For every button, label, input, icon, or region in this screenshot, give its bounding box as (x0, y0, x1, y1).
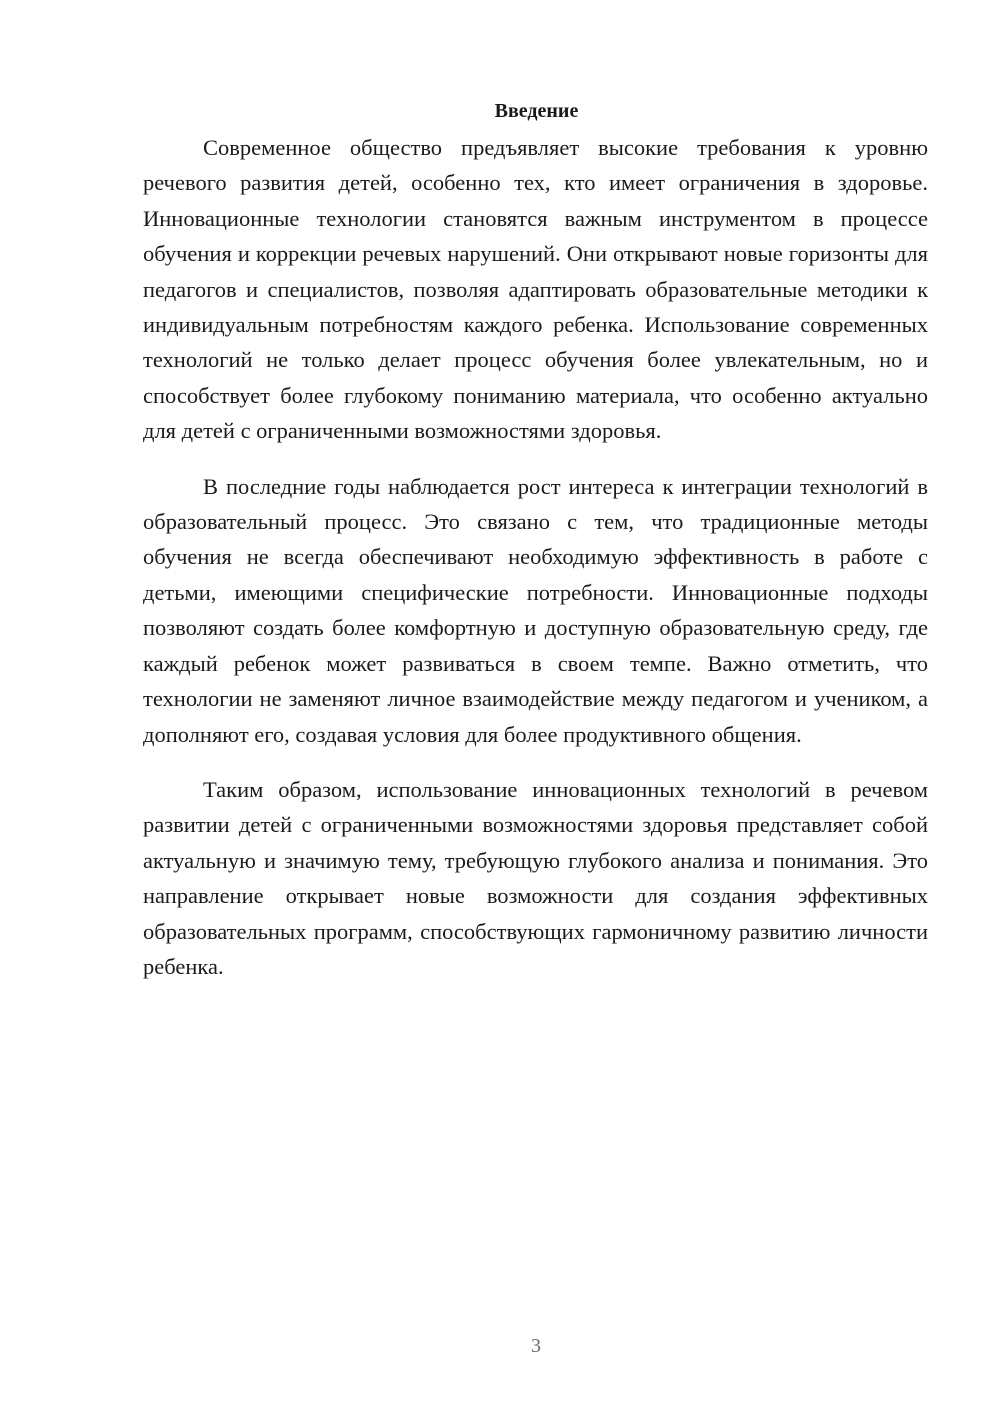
page-number: 3 (531, 1335, 541, 1357)
paragraph-1: Современное общество предъявляет высокие требования к уровню речевого развития детей, особенно тех, кто имеет ограничения в здоровье. Инновационные технологии становятся важным инструментом в процессе обучения и коррекции речевых нарушений. Они открывают новые горизонты для педагогов и специалистов, позволяя адаптировать образовательные методики к индивидуальным потребностям каждого ребенка. Использование современных технологий не только делает процесс обучения более увлекательным, но и способствует более глубокому пониманию материала, что особенно актуально для детей с ограниченными возможностями здоровья. (143, 135, 928, 444)
section-heading: Введение (494, 100, 579, 122)
paragraph-2: В последние годы наблюдается рост интереса к интеграции технологий в образовательный процесс. Это связано с тем, что традиционные методы обучения не всегда обеспечивают необходимую эффективность в работе с детьми, имеющими специфические потребности. Инновационные подходы позволяют создать более комфортную и доступную образовательную среду, где каждый ребенок может развиваться в своем темпе. Важно отметить, что технологии не заменяют личное взаимодействие между педагогом и учеником, а дополняют его, создавая условия для более продуктивного общения. (143, 473, 928, 747)
page-content (143, 96, 928, 1004)
paragraph-3: Таким образом, использование инновационных технологий в речевом развитии детей с ограниченными возможностями здоровья представляет собой актуальную и значимую тему, требующую глубокого анализа и понимания. Это направление открывает новые возможности для создания эффективных образовательных программ, способствующих гармоничному развитию личности ребенка. (143, 776, 928, 979)
